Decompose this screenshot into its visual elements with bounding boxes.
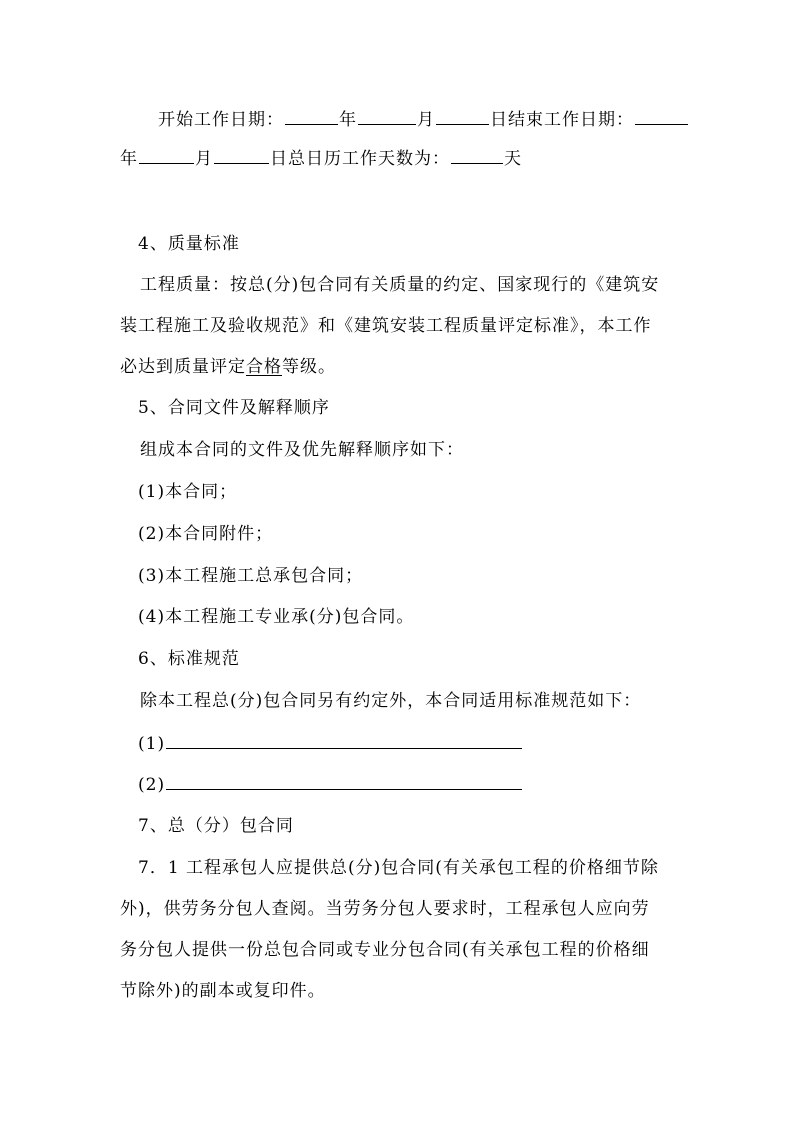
quality-text: 必达到质量评定: [120, 357, 246, 377]
documents-intro: 组成本合同的文件及优先解释顺序如下：: [140, 440, 464, 460]
quality-paragraph-line-1: 工程质量：按总(分)包合同有关质量的约定、国家现行的《建筑安: [140, 275, 660, 295]
work-dates-line-2: [120, 146, 522, 171]
month-label: 月: [195, 149, 213, 169]
quality-grade: 合格: [246, 357, 282, 377]
document-item-3: (3)本工程施工总承包合同；: [138, 566, 364, 586]
standard-item-1: [138, 731, 523, 756]
start-day-blank[interactable]: [436, 107, 489, 125]
work-dates-line-1: [158, 107, 689, 132]
subcontract-paragraph-line-1: 7．1 工程承包人应提供总(分)包合同(有关承包工程的价格细节除: [138, 858, 659, 878]
subcontract-paragraph-line-4: 节除外)的副本或复印件。: [120, 981, 326, 1001]
section-7-heading: 7、总（分）包合同: [138, 816, 294, 836]
subcontract-paragraph-line-2: 外)，供劳务分包人查阅。当劳务分包人要求时，工程承包人应向劳: [120, 899, 650, 919]
section-6-heading: 6、标准规范: [138, 649, 240, 669]
section-4-heading: 4、质量标准: [138, 234, 240, 254]
document-item-1: (1)本合同；: [138, 482, 238, 502]
section-5-heading: 5、合同文件及解释顺序: [138, 398, 330, 418]
quality-paragraph-line-2: 装工程施工及验收规范》和《建筑安装工程质量评定标准》，本工作: [120, 316, 652, 336]
year-label: 年: [120, 149, 138, 169]
standard-item-number: (2): [138, 775, 166, 795]
end-day-blank[interactable]: [214, 146, 269, 164]
standards-intro: 除本工程总(分)包合同另有约定外，本合同适用标准规范如下：: [140, 691, 642, 711]
standard-item-2: [138, 772, 523, 797]
document-item-4: (4)本工程施工专业承(分)包合同。: [138, 607, 415, 627]
standard-item-blank[interactable]: [166, 731, 522, 749]
end-month-blank[interactable]: [139, 146, 194, 164]
start-year-blank[interactable]: [285, 107, 338, 125]
quality-text-end: 等级。: [282, 357, 336, 377]
days-unit: 天: [504, 149, 522, 169]
start-date-label: 开始工作日期：: [158, 110, 284, 130]
year-label: 年: [339, 110, 357, 130]
month-label: 月: [417, 110, 435, 130]
quality-paragraph-line-3: [120, 355, 336, 379]
standard-item-number: (1): [138, 734, 166, 754]
start-month-blank[interactable]: [358, 107, 416, 125]
total-days-blank[interactable]: [451, 146, 503, 164]
total-days-label: 日总日历工作天数为：: [270, 149, 450, 169]
subcontract-paragraph-line-3: 务分包人提供一份总包合同或专业分包合同(有关承包工程的价格细: [120, 940, 650, 960]
document-item-2: (2)本合同附件；: [138, 524, 274, 544]
end-date-label: 日结束工作日期：: [490, 110, 634, 130]
end-year-blank[interactable]: [635, 107, 688, 125]
standard-item-blank[interactable]: [166, 772, 522, 790]
